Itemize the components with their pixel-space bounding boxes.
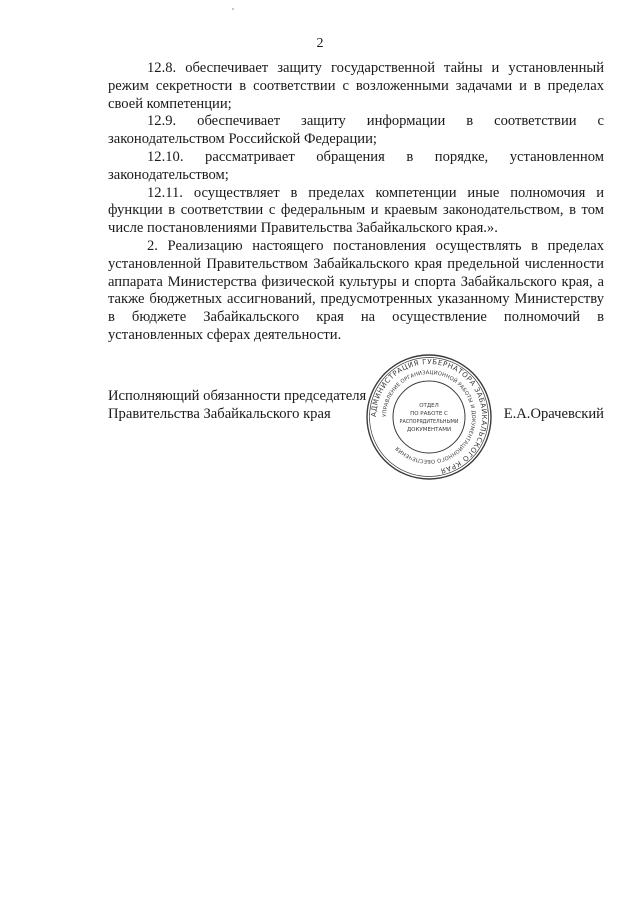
scan-speck — [232, 8, 234, 10]
paragraph-12-8: 12.8. обеспечивает защиту государственной тайны и установленный режим секретности в соответствии с возложенными задачами и в пределах своей компетенции; — [108, 60, 604, 112]
stamp-center-line-2: ПО РАБОТЕ С — [410, 411, 448, 417]
page-number: 2 — [316, 36, 324, 51]
stamp-inner-text: УПРАВЛЕНИЕ ОРГАНИЗАЦИОННОЙ РАБОТЫ И ДОКУМЕНТАЦИОННОГО ОБЕСПЕЧЕНИЯ — [381, 369, 477, 465]
stamp-center-line-4: ДОКУМЕНТАМИ — [406, 427, 452, 433]
stamp-outer-text: АДМИНИСТРАЦИЯ ГУБЕРНАТОРА ЗАБАЙКАЛЬСКОГО КРАЯ — [369, 357, 489, 475]
stamp-center-line-1: ОТДЕЛ — [419, 403, 439, 409]
official-stamp — [364, 352, 494, 482]
paragraph-2: 2. Реализацию настоящего постановления осуществлять в пределах установленной Правительством Забайкальского края предельной численности аппарата Министерства физической культуры и спорта Забайкальского края, а также бюджетных ассигнований, предусмотренных указанному Министерству в бюджете Забайкальского края на осуществление полномочий в установленных сферах деятельности. — [108, 237, 604, 343]
signatory-name: Е.А.Орачевский — [503, 406, 604, 422]
signatory-title-line2: Правительства Забайкальского края — [108, 406, 331, 422]
stamp-inner-ring — [393, 381, 465, 453]
stamp-center-line-3: РАСПОРЯДИТЕЛЬНЫМИ — [399, 420, 459, 425]
paragraph-12-11: 12.11. осуществляет в пределах компетенции иные полномочия и функции в соответствии с федеральным и краевым законодательством, в том числе постановлениями Правительства Забайкальского края.». — [108, 184, 604, 237]
signatory-title-line1: Исполняющий обязанности председателя — [108, 388, 367, 404]
document-body — [108, 60, 604, 345]
signature-block — [108, 388, 604, 428]
paragraph-12-10: 12.10. рассматривает обращения в порядке, установленном законодательством; — [108, 148, 604, 183]
paragraph-12-9: 12.9. обеспечивает защиту информации в соответствии с законодательством Российской Федерации; — [108, 113, 604, 148]
